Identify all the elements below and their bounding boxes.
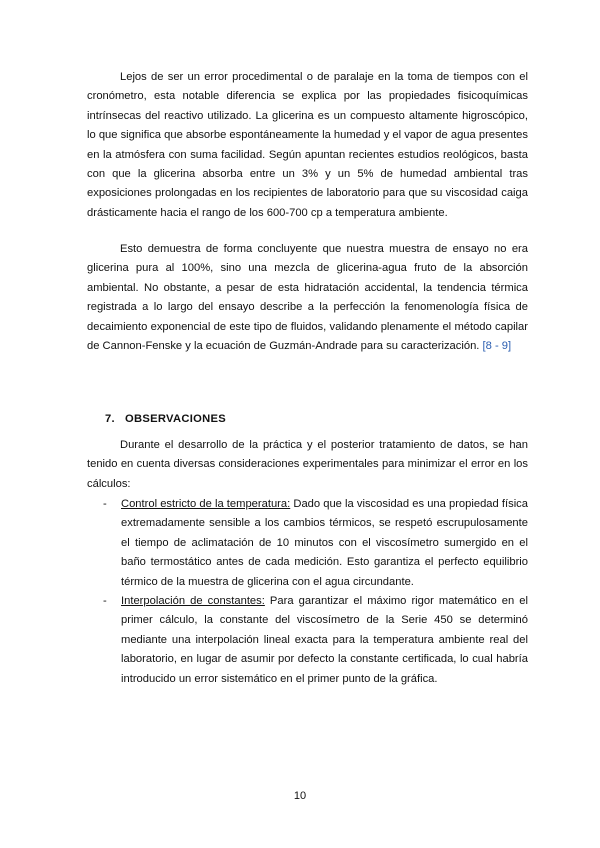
list-dash: -	[103, 595, 107, 608]
section-heading	[105, 413, 226, 425]
section-title: OBSERVACIONES	[124, 413, 227, 425]
citation-link[interactable]: [8 - 9]	[482, 340, 512, 353]
list-item-text: Dado que la viscosidad es una propiedad física extremadamente sensible a los cambios térmicos, se respetó escrupulosamente el tiempo de aclimatación de 10 minutos con el viscosímetro sumergido en el baño termostático antes de cada medición. Esto garantiza el perfecto equilibrio térmico de la muestra de glicerina con el agua circundante.	[121, 498, 528, 588]
observations-list	[87, 495, 528, 689]
page-number: 10	[293, 790, 307, 802]
list-item	[87, 592, 528, 689]
body-paragraph-1: Lejos de ser un error procedimental o de paralaje en la toma de tiempos con el cronómetro, esta notable diferencia se explica por las propiedades fisicoquímicas intrínsecas del reactivo utilizado. La glicerina es un compuesto altamente higroscópico, lo que significa que absorbe espontáneamente la humedad y el vapor de agua presentes en la atmósfera con suma facilidad. Según apuntan recientes estudios reológicos, basta con que la glicerina absorba entre un 3% y un 5% de humedad ambiental tras exposiciones prolongadas en los recipientes de laboratorio para que su viscosidad caiga drásticamente hacia el rango de los 600-700 cp a temperatura ambiente.	[87, 71, 528, 219]
section-number: 7.	[105, 413, 115, 425]
list-item-lead: Interpolación de constantes:	[121, 595, 265, 608]
body-paragraph-2-text: Esto demuestra de forma concluyente que nuestra muestra de ensayo no era glicerina pura al 100%, sino una mezcla de glicerina-agua fruto de la absorción ambiental. No obstante, a pesar de esta hidratación accidental, la tendencia térmica registrada a lo largo del ensayo describe a la perfección la fenomenología física de decaimiento exponencial de este tipo de fluidos, validando plenamente el método capilar de Cannon-Fenske y la ecuación de Guzmán-Andrade para su caracterización.	[87, 243, 528, 353]
list-item	[87, 495, 528, 592]
body-paragraph-3: Durante el desarrollo de la práctica y el posterior tratamiento de datos, se han tenido en cuenta diversas consideraciones experimentales para minimizar el error en los cálculos:	[87, 439, 528, 490]
body-paragraph-2	[87, 240, 528, 356]
list-item-lead: Control estricto de la temperatura:	[121, 498, 291, 510]
list-item-text: Para garantizar el máximo rigor matemático en el primer cálculo, la constante del viscosímetro de la Serie 450 se determinó mediante una interpolación lineal exacta para la temperatura ambiente real del laboratorio, en lugar de asumir por defecto la constante certificada, lo cual habría introducido un error sistemático en el primer punto de la gráfica.	[121, 595, 528, 685]
list-dash: -	[103, 498, 107, 510]
